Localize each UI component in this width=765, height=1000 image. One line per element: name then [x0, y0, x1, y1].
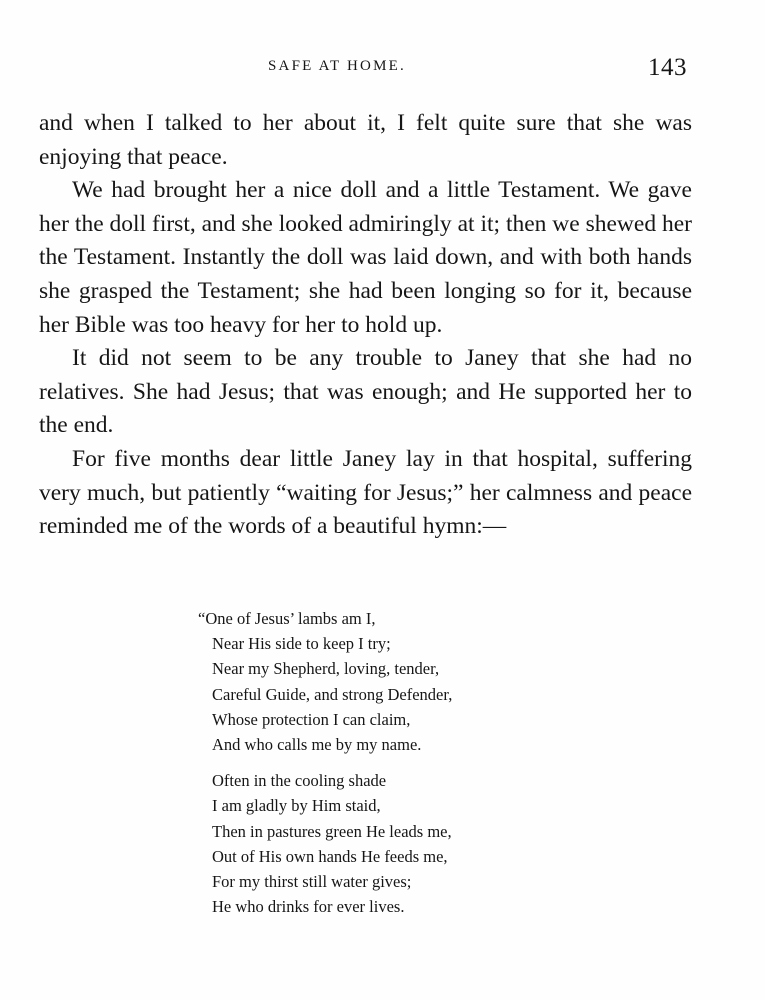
paragraph-4: For five months dear little Janey lay in that hospital, suffering very much, but patiently “waiting for Jesus;” her calmness and peace reminded me of the words of a beautiful hymn:— — [39, 445, 692, 540]
paragraph-2: We had brought her a nice doll and a little Testament. We gave her the doll first, and she looked admiringly at it; then we shewed her the Testament. Instantly the doll was laid down, and with both hands she grasped the Testament; she had been longing so for it, because her Bible was too heavy for her to hold up. — [39, 177, 692, 338]
hymn-line: Near His side to keep I try; — [212, 634, 391, 654]
hymn-line: I am gladly by Him staid, — [212, 796, 381, 816]
page-number: 143 — [648, 54, 687, 81]
hymn-line: “One of Jesus’ lambs am I, — [198, 609, 376, 628]
hymn-line: Often in the cooling shade — [212, 771, 387, 791]
hymn-line: He who drinks for ever lives. — [212, 897, 405, 917]
hymn-line: Then in pastures green He leads me, — [212, 821, 452, 841]
hymn-line: Careful Guide, and strong Defender, — [212, 684, 453, 704]
hymn-line: For my thirst still water gives; — [212, 872, 412, 892]
hymn-line: Near my Shepherd, loving, tender, — [212, 659, 440, 679]
hymn-stanza-1 — [194, 606, 534, 757]
hymn-quotation — [194, 606, 534, 930]
hymn-line: And who calls me by my name. — [212, 735, 422, 755]
running-head: SAFE AT HOME. — [268, 58, 406, 74]
hymn-line: Out of His own hands He feeds me, — [212, 846, 448, 866]
hymn-stanza-2 — [194, 768, 534, 919]
paragraph-3: It did not seem to be any trouble to Janey that she had no relatives. She had Jesus; that was enough; and He supported her to the end. — [39, 345, 692, 439]
body-text — [39, 107, 692, 544]
paragraph-1: and when I talked to her about it, I felt quite sure that she was enjoying that peace. — [39, 110, 692, 170]
hymn-line: Whose protection I can claim, — [212, 709, 411, 729]
